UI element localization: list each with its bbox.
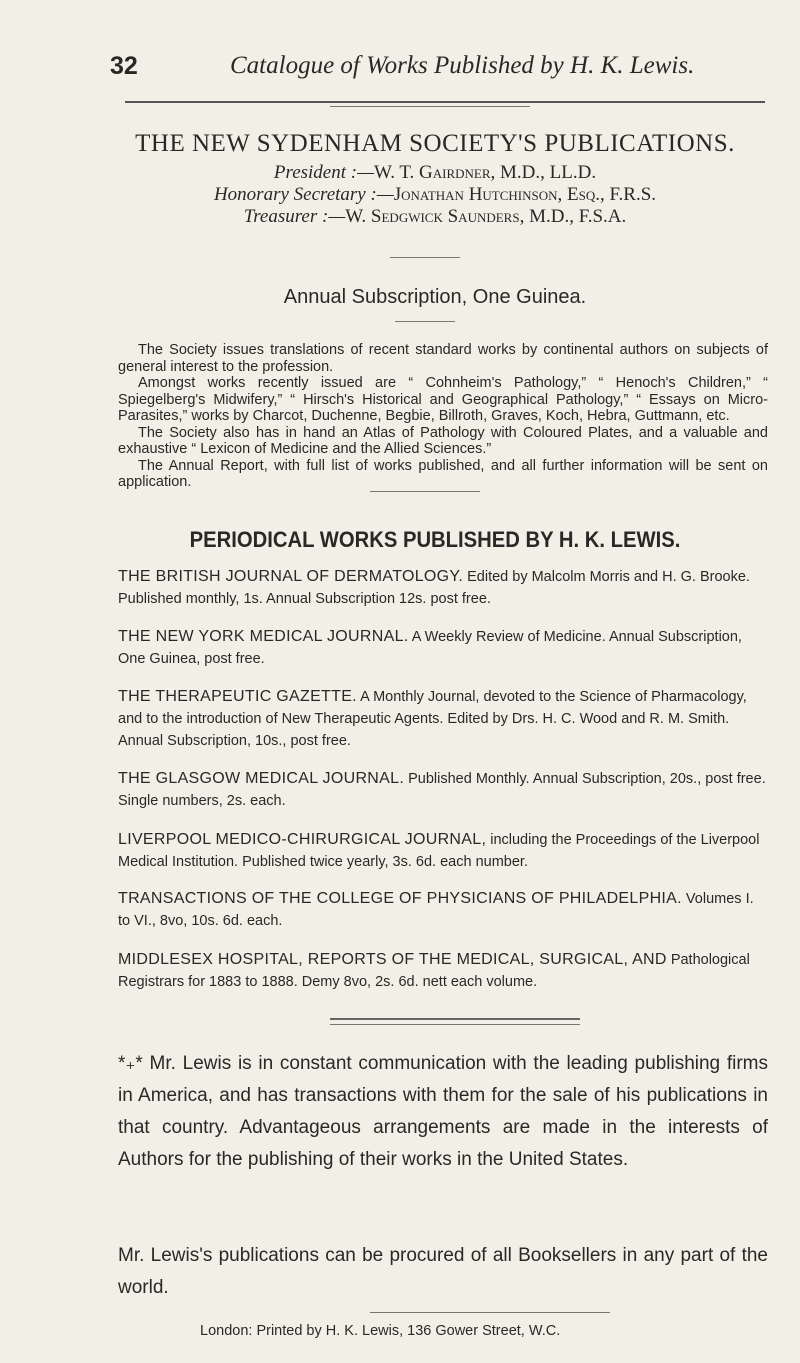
annual-subscription: Annual Subscription, One Guinea. bbox=[283, 286, 587, 308]
periodical-details: Pathological Registrars for 1883 to 1888. Demy 8vo, 2s. 6d. nett each volume. bbox=[118, 952, 750, 990]
society-description bbox=[118, 342, 768, 491]
section-rule bbox=[330, 1018, 580, 1020]
section-rule bbox=[390, 257, 460, 258]
periodical-details: Published Monthly. Annual Subscription, 20s., post free. Single numbers, 2s. each. bbox=[118, 771, 766, 809]
periodical-name: THE BRITISH JOURNAL OF DERMATOLOGY. bbox=[118, 568, 464, 585]
officer-role: President :— bbox=[273, 162, 374, 183]
imprint-rule bbox=[370, 1312, 610, 1313]
running-title: Catalogue of Works Published by H. K. Lewis. bbox=[230, 52, 695, 79]
society-paragraph: The Annual Report, with full list of works published, and all further information will be sent on application. bbox=[118, 457, 768, 490]
periodical-name: THE NEW YORK MEDICAL JOURNAL. bbox=[118, 628, 409, 645]
periodical-name: MIDDLESEX HOSPITAL, REPORTS OF THE MEDICAL, SURGICAL, AND bbox=[118, 951, 667, 968]
periodical-name: LIVERPOOL MEDICO-CHIRURGICAL JOURNAL, bbox=[118, 831, 487, 848]
society-title: THE NEW SYDENHAM SOCIETY'S PUBLICATIONS. bbox=[135, 130, 735, 157]
page-header bbox=[110, 52, 750, 92]
notice-paragraph bbox=[118, 1048, 768, 1176]
periodical-name: THE THERAPEUTIC GAZETTE. bbox=[118, 688, 357, 705]
officer-president bbox=[110, 162, 760, 184]
periodical-details: A Weekly Review of Medicine. Annual Subscription, One Guinea, post free. bbox=[118, 629, 742, 667]
periodical-entry bbox=[118, 686, 768, 752]
header-rule-thin bbox=[330, 106, 530, 107]
officer-role: Honorary Secretary :— bbox=[213, 184, 394, 205]
periodical-entry bbox=[118, 768, 768, 812]
periodical-entry bbox=[118, 949, 768, 993]
section-rule-thin bbox=[330, 1024, 580, 1025]
page-number: 32 bbox=[110, 52, 138, 80]
periodical-details: A Monthly Journal, devoted to the Science of Pharmacology, and to the introduction of New Therapeutic Agents. Edited by Drs. H. C. Wood and R. M. Smith. Annual Subscription, 10s., post free. bbox=[118, 689, 747, 749]
officer-name: W. T. Gairdner, M.D., LL.D. bbox=[374, 162, 597, 183]
section-rule bbox=[395, 321, 455, 322]
notice-paragraph-2 bbox=[118, 1240, 768, 1304]
officer-role: Treasurer :— bbox=[243, 206, 346, 227]
periodical-name: THE GLASGOW MEDICAL JOURNAL. bbox=[118, 770, 405, 787]
periodicals-title: PERIODICAL WORKS PUBLISHED BY H. K. LEWIS. bbox=[189, 527, 681, 552]
notice-text-2: Mr. Lewis's publications can be procured of all Booksellers in any part of the world. bbox=[118, 1245, 768, 1298]
officer-secretary bbox=[110, 184, 760, 206]
officer-treasurer bbox=[110, 206, 760, 228]
society-paragraph: The Society also has in hand an Atlas of Pathology with Coloured Plates, and a valuable and exhaustive “ Lexicon of Medicine and the Allied Sciences.” bbox=[118, 424, 768, 457]
periodical-details: Edited by Malcolm Morris and H. G. Brooke. Published monthly, 1s. Annual Subscription 12s. post free. bbox=[118, 569, 750, 607]
periodical-name: TRANSACTIONS OF THE COLLEGE OF PHYSICIANS OF PHILADELPHIA. bbox=[118, 890, 682, 907]
periodical-entry bbox=[118, 566, 768, 610]
periodical-details: including the Proceedings of the Liverpool Medical Institution. Published twice yearly, 3s. 6d. each number. bbox=[118, 832, 760, 870]
periodical-details: Volumes I. to VI., 8vo, 10s. 6d. each. bbox=[118, 891, 754, 929]
society-paragraph: Amongst works recently issued are “ Cohnheim's Pathology,” “ Henoch's Children,” “ Spiegelberg's Midwifery,” “ Hirsch's Historical and Geographical Pathology,” “ Essays on Micro-Parasites,” works by Charcot, Duchenne, Begbie, Billroth, Graves, Koch, Hebra, Guttmann, etc. bbox=[118, 375, 768, 424]
periodical-entry bbox=[118, 888, 768, 932]
notice-text: Mr. Lewis is in constant communication with the leading publishing firms in America, and has transactions with them for the sale of his publications in that country. Advantageous arrangements are made in the interests of Authors for the publishing of their works in the United States. bbox=[118, 1053, 768, 1170]
officer-name: W. Sedgwick Saunders, M.D., F.S.A. bbox=[345, 206, 627, 227]
periodical-entry bbox=[118, 829, 768, 873]
header-rule bbox=[125, 101, 765, 103]
printer-imprint: London: Printed by H. K. Lewis, 136 Gower Street, W.C. bbox=[200, 1323, 561, 1339]
periodical-entry bbox=[118, 626, 768, 670]
officer-name: Jonathan Hutchinson, Esq., F.R.S. bbox=[393, 184, 657, 205]
section-rule bbox=[370, 491, 480, 492]
society-paragraph: The Society issues translations of recent standard works by continental authors on subjects of general interest to the profession. bbox=[118, 342, 768, 375]
asterism: *₊* bbox=[118, 1053, 143, 1074]
